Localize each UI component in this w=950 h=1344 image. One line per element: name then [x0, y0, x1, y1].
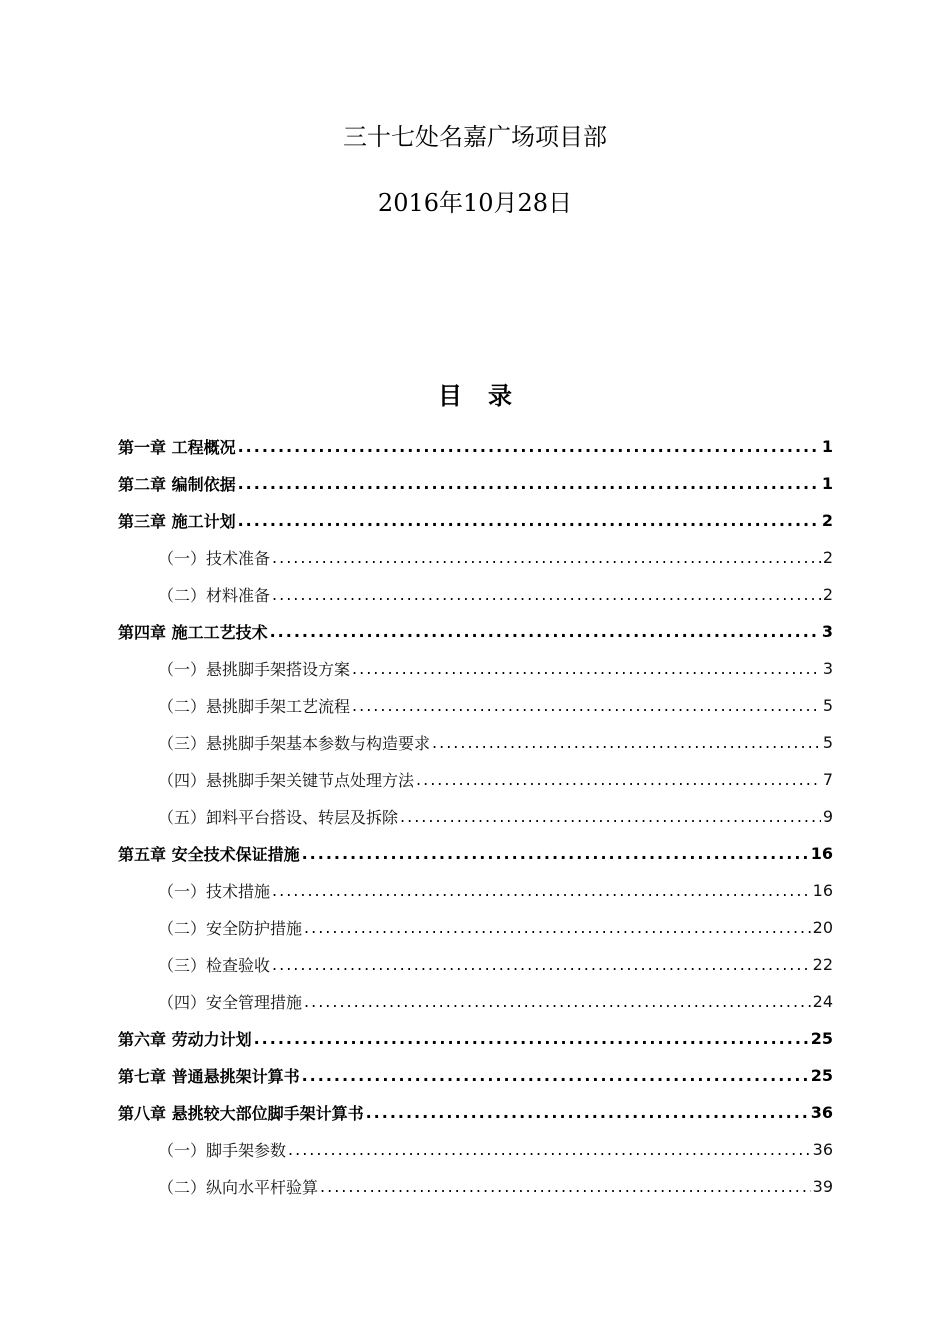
toc-entry-page-number: 2 [822, 585, 833, 604]
toc-chapter-entry[interactable] [118, 502, 833, 539]
toc-entry-page-number: 1 [821, 474, 833, 493]
toc-leader-dots [304, 992, 811, 1011]
table-of-contents [118, 428, 833, 1205]
toc-leader-dots [272, 585, 821, 604]
toc-leader-dots [304, 918, 811, 937]
toc-section-entry[interactable] [118, 983, 833, 1020]
toc-section-entry[interactable] [118, 761, 833, 798]
toc-chapter-entry[interactable] [118, 1094, 833, 1131]
toc-leader-dots [366, 1103, 809, 1122]
toc-entry-page-number: 36 [812, 1140, 833, 1159]
toc-entry-page-number: 24 [812, 992, 833, 1011]
toc-section-entry[interactable] [118, 1168, 833, 1205]
toc-entry-page-number: 16 [812, 881, 833, 900]
toc-entry-page-number: 36 [810, 1103, 833, 1122]
toc-entry-label: （三）悬挑脚手架基本参数与构造要求 [158, 734, 431, 753]
toc-entry-page-number: 22 [812, 955, 833, 974]
toc-chapter-entry[interactable] [118, 465, 833, 502]
toc-section-entry[interactable] [118, 798, 833, 835]
document-date: 2016年10月28日 [377, 189, 573, 217]
toc-leader-dots [352, 696, 821, 715]
toc-leader-dots [320, 1177, 811, 1196]
toc-chapter-entry[interactable] [118, 1020, 833, 1057]
toc-leader-dots [416, 770, 821, 789]
toc-section-entry[interactable] [118, 872, 833, 909]
toc-leader-dots [272, 881, 811, 900]
toc-section-entry[interactable] [118, 909, 833, 946]
toc-leader-dots [238, 437, 820, 456]
toc-entry-label: （一）技术准备 [158, 549, 271, 568]
toc-section-entry[interactable] [118, 724, 833, 761]
toc-entry-page-number: 3 [822, 659, 833, 678]
toc-chapter-entry[interactable] [118, 428, 833, 465]
toc-entry-label: （一）技术措施 [158, 882, 271, 901]
toc-entry-label: （二）安全防护措施 [158, 919, 303, 938]
toc-entry-label: （二）材料准备 [158, 586, 271, 605]
toc-entry-label: （五）卸料平台搭设、转层及拆除 [158, 808, 399, 827]
toc-entry-label: （三）检查验收 [158, 956, 271, 975]
toc-section-entry[interactable] [118, 650, 833, 687]
toc-entry-page-number: 5 [822, 696, 833, 715]
toc-leader-dots [352, 659, 821, 678]
toc-leader-dots [302, 1066, 809, 1085]
toc-entry-page-number: 39 [812, 1177, 833, 1196]
toc-entry-label: 第八章 悬挑较大部位脚手架计算书 [118, 1104, 364, 1123]
toc-chapter-entry[interactable] [118, 1057, 833, 1094]
toc-leader-dots [238, 474, 820, 493]
toc-entry-page-number: 2 [821, 511, 833, 530]
toc-section-entry[interactable] [118, 1131, 833, 1168]
toc-leader-dots [272, 955, 811, 974]
toc-entry-label: （二）悬挑脚手架工艺流程 [158, 697, 351, 716]
toc-entry-label: （二）纵向水平杆验算 [158, 1178, 319, 1197]
toc-entry-page-number: 1 [821, 437, 833, 456]
toc-leader-dots [270, 622, 820, 641]
toc-entry-page-number: 3 [821, 622, 833, 641]
toc-entry-label: 第三章 施工计划 [118, 512, 236, 531]
toc-entry-label: 第四章 施工工艺技术 [118, 623, 268, 642]
toc-leader-dots [288, 1140, 811, 1159]
toc-leader-dots [238, 511, 820, 530]
toc-chapter-entry[interactable] [118, 835, 833, 872]
toc-entry-page-number: 25 [810, 1029, 833, 1048]
toc-entry-page-number: 25 [810, 1066, 833, 1085]
toc-leader-dots [254, 1029, 809, 1048]
toc-entry-label: （一）悬挑脚手架搭设方案 [158, 660, 351, 679]
toc-entry-label: （四）安全管理措施 [158, 993, 303, 1012]
toc-entry-page-number: 16 [810, 844, 833, 863]
toc-entry-label: （一）脚手架参数 [158, 1141, 287, 1160]
organization-name: 三十七处名嘉广场项目部 [343, 123, 607, 151]
toc-entry-page-number: 2 [822, 548, 833, 567]
toc-section-entry[interactable] [118, 539, 833, 576]
toc-chapter-entry[interactable] [118, 613, 833, 650]
toc-leader-dots [400, 807, 821, 826]
toc-section-entry[interactable] [118, 946, 833, 983]
toc-leader-dots [432, 733, 821, 752]
toc-entry-label: 第七章 普通悬挑架计算书 [118, 1067, 300, 1086]
toc-entry-page-number: 7 [822, 770, 833, 789]
toc-entry-label: （四）悬挑脚手架关键节点处理方法 [158, 771, 415, 790]
toc-section-entry[interactable] [118, 576, 833, 613]
toc-entry-label: 第二章 编制依据 [118, 475, 236, 494]
toc-entry-page-number: 9 [822, 807, 833, 826]
toc-leader-dots [272, 548, 821, 567]
toc-entry-page-number: 20 [812, 918, 833, 937]
toc-entry-label: 第五章 安全技术保证措施 [118, 845, 300, 864]
toc-title: 目录 [438, 382, 538, 410]
toc-entry-label: 第一章 工程概况 [118, 438, 236, 457]
toc-leader-dots [302, 844, 809, 863]
toc-entry-page-number: 5 [822, 733, 833, 752]
toc-section-entry[interactable] [118, 687, 833, 724]
toc-entry-label: 第六章 劳动力计划 [118, 1030, 252, 1049]
